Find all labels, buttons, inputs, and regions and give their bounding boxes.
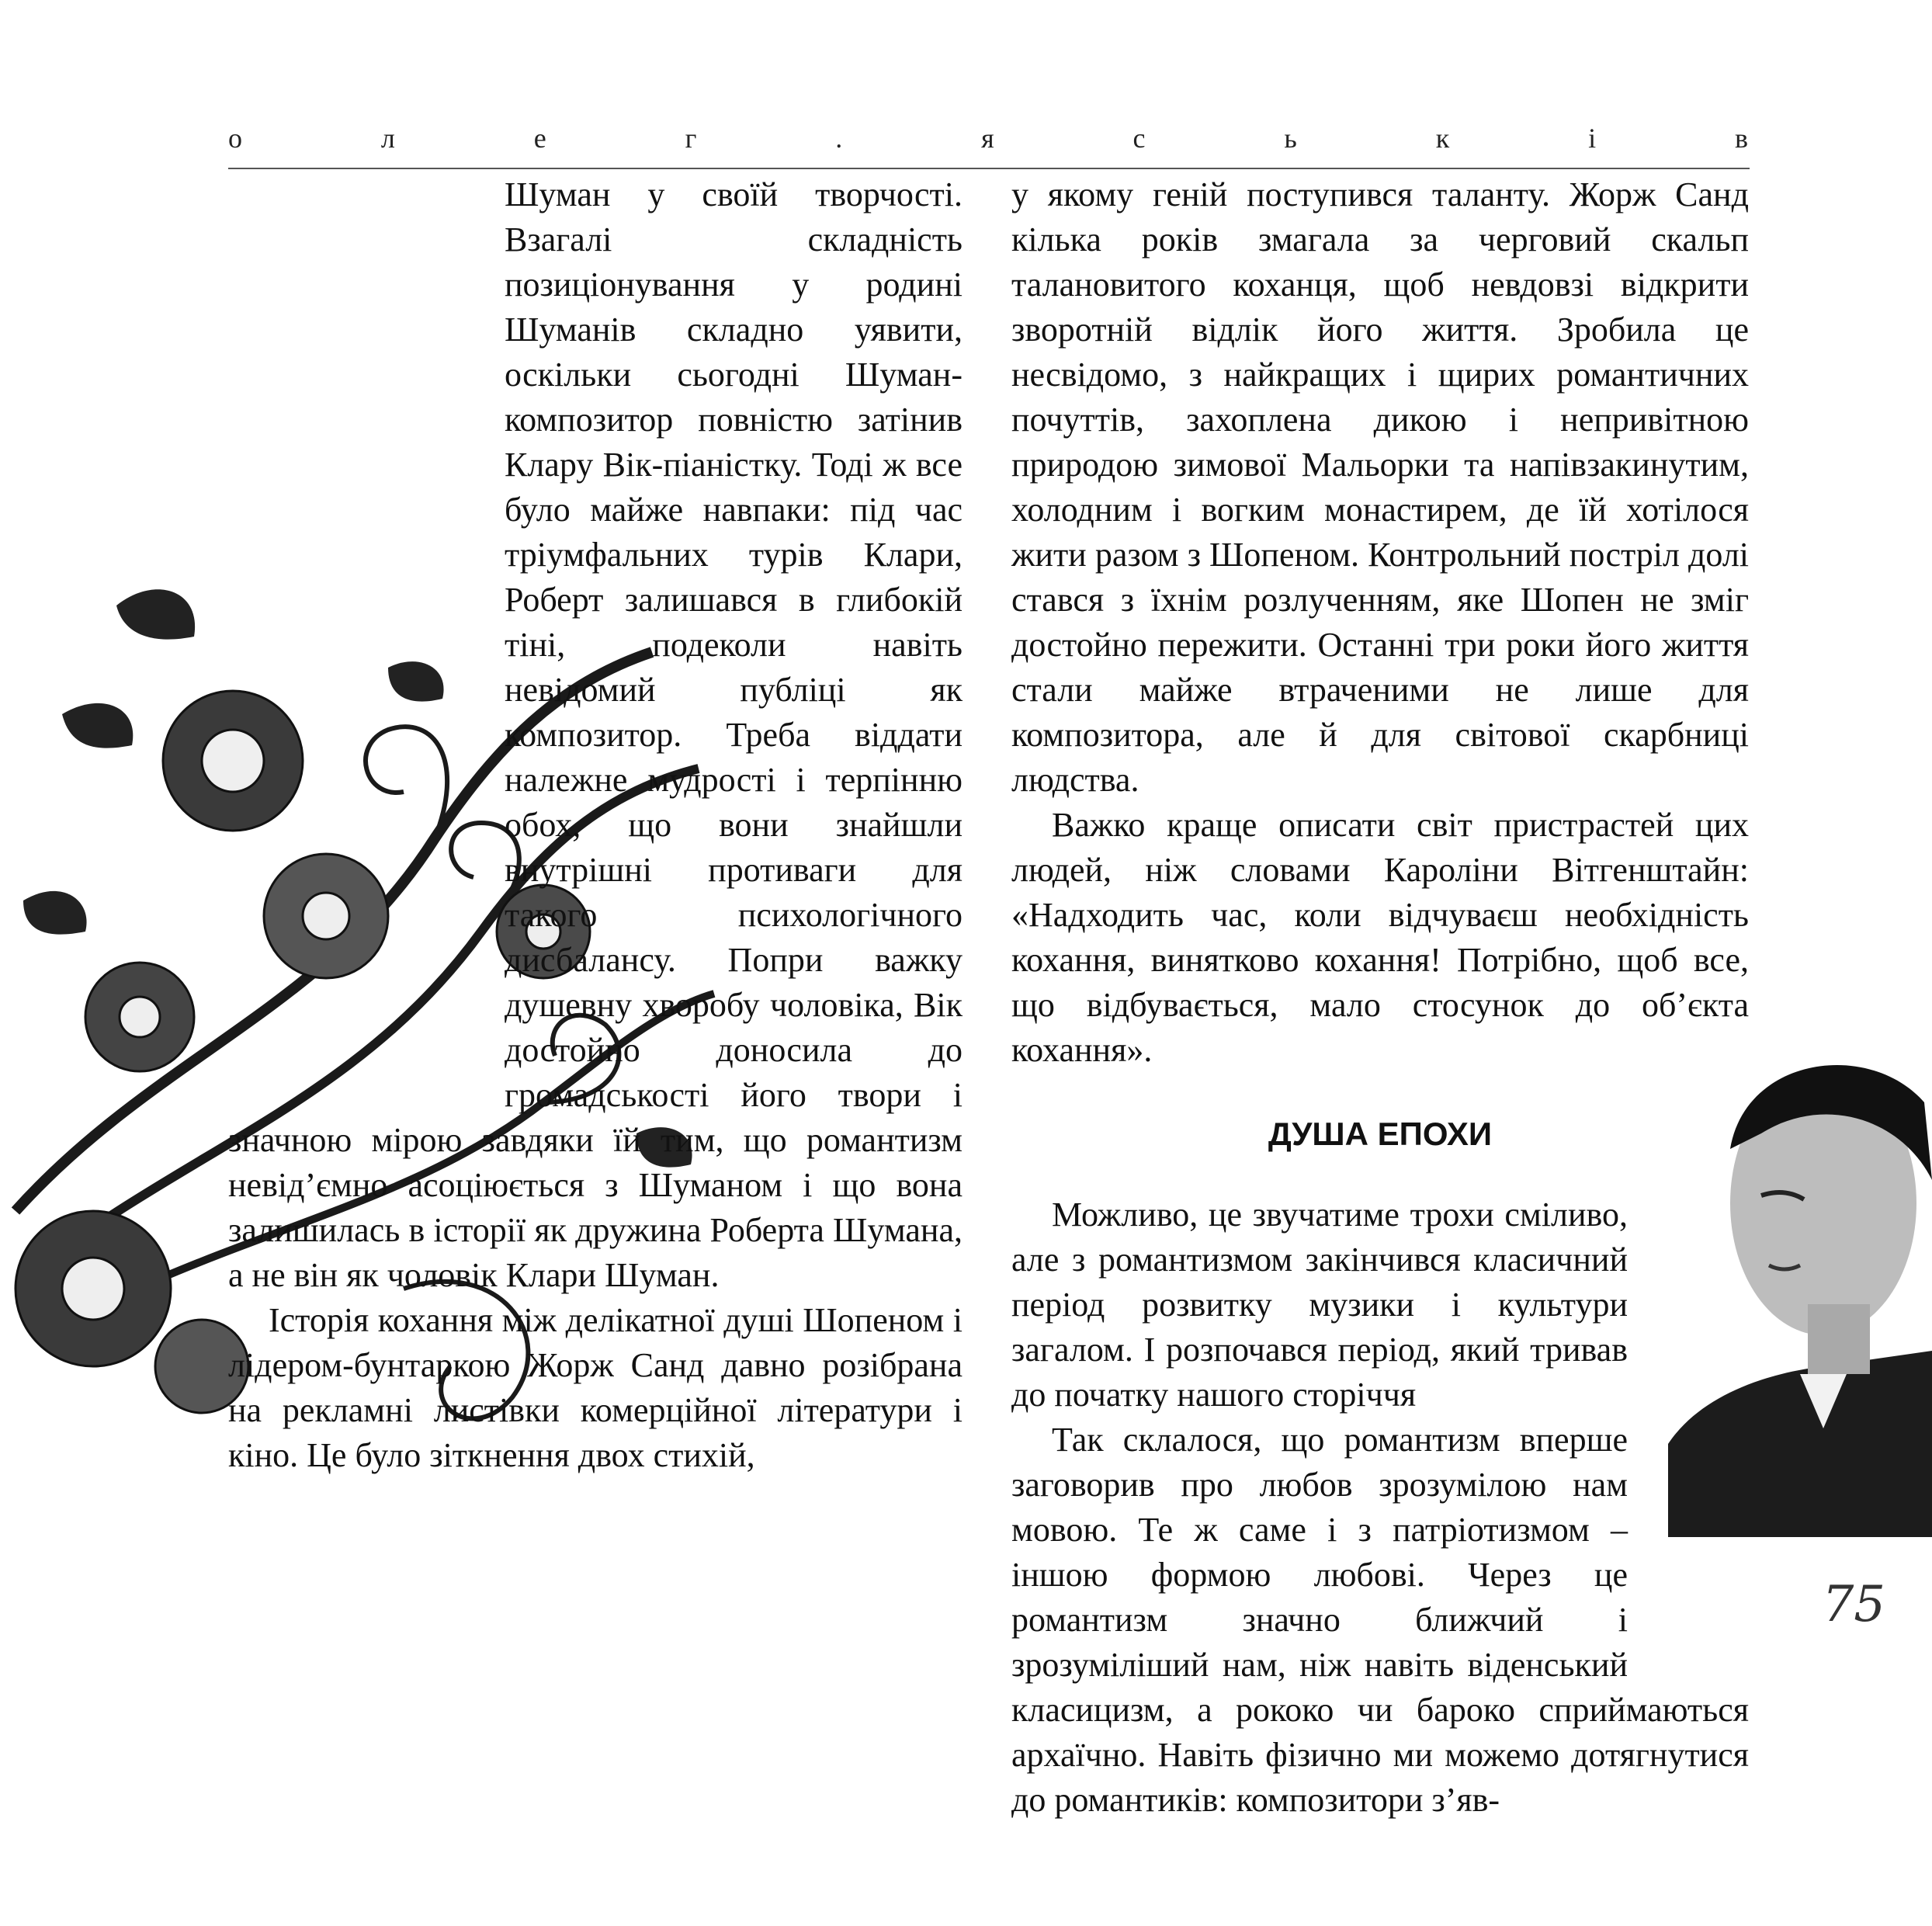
header-letter: к: [1435, 123, 1452, 154]
left-paragraph-2: Історія кохання між делікатної душі Шопеном і лідером-бунтаркою Жорж Санд давно розібрана на рекламні листівки комерційної літератури і кіно. Це було зіткнення двох стихій,: [228, 1301, 963, 1474]
left-paragraph-1: Шуман у своїй творчості. Взагалі складність позиціонування у родині Шуманів складно уявити, оскільки сьогодні Шуман-композитор повністю затінив Клару Вік-піаністку. Тоді ж все було майже навпаки: під час тріумфальних турів Клари, Роберт залишався в глибокій тіні, подеколи навіть невідомий публіці як композитор. Треба віддати належне мудрості і терпінню обох, що вони знайшли внутрішні противаги для такого психологічного дисбалансу. Попри важку душевну хворобу чоловіка, Вік достойно доносила до громадськості його твори і значною мірою завдяки їй тим, що романтизм невід’ємно асоціюється з Шуманом і що вона залишилась в історії як дружина Роберта Шумана, а не він як чоловік Клари Шуман.: [228, 175, 963, 1294]
header-letter: ь: [1284, 123, 1299, 154]
header-letter: я: [981, 123, 996, 154]
page-number: 75: [1822, 1576, 1885, 1633]
section-heading: ДУША ЕПОХИ: [1268, 1116, 1493, 1152]
left-text-column: [228, 172, 963, 1478]
right-paragraph-3: Можливо, це звучатиме трохи сміливо, але з романтизмом закінчився класичний період розвитку музики і культури загалом. І розпочався період, який тривав до початку нашого сторіччя: [1011, 1196, 1628, 1414]
header-letter: і: [1588, 123, 1598, 154]
right-paragraph-1: у якому геній поступився таланту. Жорж Санд кілька років змагала за черговий скальп талановитого коханця, щоб невдовзі відкрити зворотній відлік його життя. Зробила це несвідомо, з найкращих і щирих романтичних почуттів, захоплена дикою і непривітною природою зимової Мальорки та напівзакинутим, холодним і вогким монастирем, де їй хотілося жити разом з Шопеном. Контрольний постріл долі стався з їхнім розлученням, яке Шопен не зміг достойно пережити. Останні три роки його життя стали майже втраченими не лише для композитора, але й для світової скарбниці людства.: [1011, 175, 1749, 799]
header-letter: л: [380, 123, 397, 154]
right-paragraph-2: Важко краще описати світ пристрастей цих людей, ніж словами Кароліни Вітгенштайн: «Надходить час, коли відчуваєш необхідність кохання, винятково кохання! Потрібно, щоб все, що відбувається, мало стосунок до об’єкта кохання».: [1011, 806, 1749, 1069]
portrait-wrap-space: [1628, 1192, 1760, 1658]
header-letter: с: [1132, 123, 1147, 154]
right-paragraph-4: Так склалося, що романтизм вперше заговорив про любов зрозумілою нам мовою. Те ж саме і з патріотизмом – іншою формою любові. Через це романтизм значно ближчий і зрозуміліший нам, ніж навіть віденський класицизм, а рококо чи бароко сприймаються архаїчно. Навіть фізично ми можемо дотягнутися до романтиків: композитори з’яв-: [1011, 1421, 1749, 1819]
header-letter: .: [835, 123, 845, 154]
ornament-wrap-space: [0, 172, 505, 1100]
header-letter: е: [533, 123, 548, 154]
running-header: [228, 123, 1750, 154]
right-text-column: [1011, 172, 1749, 1823]
header-letter: г: [685, 123, 699, 154]
header-letter: в: [1734, 123, 1750, 154]
header-letter: о: [228, 123, 244, 154]
header-rule: [228, 168, 1750, 169]
